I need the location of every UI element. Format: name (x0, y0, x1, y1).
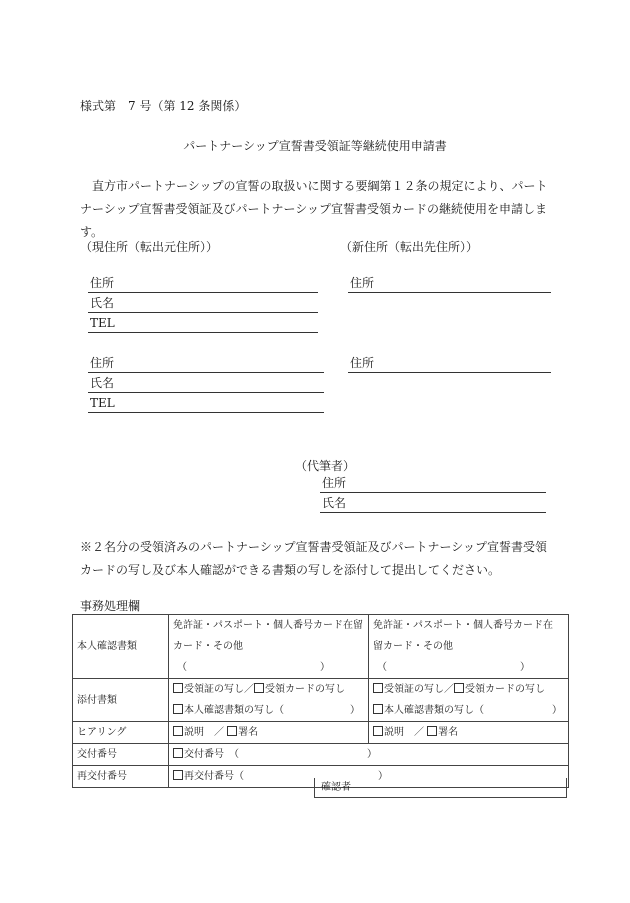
checkbox[interactable] (173, 770, 183, 780)
checkbox[interactable] (173, 748, 183, 758)
name-label: 氏名 (90, 296, 115, 310)
page-title: パートナーシップ宣誓書受領証等継続使用申請書 (183, 139, 447, 153)
person2-tel-field[interactable] (88, 395, 324, 413)
proxy-address-field[interactable] (320, 475, 546, 493)
issue-number-label: 交付番号 (73, 744, 169, 766)
person1-name-field[interactable] (88, 295, 318, 313)
attachments-cell-1[interactable]: 受領証の写し／ 受領カードの写し 本人確認書類の写し（ ） (169, 679, 369, 722)
checkbox[interactable] (427, 726, 437, 736)
confirmer-label: 確認者 (321, 782, 351, 793)
form-number: 様式第 7 号（第 12 条関係） (80, 99, 247, 113)
confirmer-field[interactable] (314, 778, 567, 798)
person2-name-field[interactable] (88, 375, 324, 393)
checkbox[interactable] (173, 704, 183, 714)
proxy-label: （代筆者） (295, 459, 356, 473)
tel-label: TEL (90, 396, 115, 410)
checkbox[interactable] (373, 683, 383, 693)
issue-number-cell[interactable]: 交付番号 （ ） (169, 744, 569, 766)
address-label: 住所 (350, 356, 375, 370)
id-docs-paren: （ ） (177, 662, 330, 673)
person1-new-address-field[interactable] (348, 275, 551, 293)
id-docs-label: 本人確認書類 (73, 615, 169, 679)
table-row (73, 679, 569, 722)
proxy-name-field[interactable] (320, 495, 546, 513)
submission-note: ※２名分の受領済みのパートナーシップ宣誓書受領証及びパートナーシップ宣誓書受領カードの写し及び本人確認ができる書類の写しを添付して提出してください。 (80, 540, 548, 577)
id-docs-text: カード・その他 (173, 641, 243, 652)
checkbox[interactable] (373, 704, 383, 714)
hearing-cell-1[interactable]: 説明 ／ 署名 (169, 722, 369, 744)
body-text: 直方市パートナーシップの宣誓の取扱いに関する要綱第１２条の規定により、パートナーシップ宣誓書受領証及びパートナーシップ宣誓書受領カードの継続使用を申請します。 (80, 179, 548, 239)
checkbox[interactable] (373, 726, 383, 736)
office-use-table (72, 614, 569, 788)
address-label: 住所 (322, 476, 347, 490)
hearing-label: ヒアリング (73, 722, 169, 744)
checkbox[interactable] (173, 726, 183, 736)
id-docs-text: 留カード・その他 (373, 641, 453, 652)
reissue-number-cell[interactable]: 再交付番号（ ） (169, 766, 569, 788)
person2-current-address-field[interactable] (88, 355, 324, 373)
id-docs-cell-2[interactable] (369, 615, 569, 679)
person1-tel-field[interactable] (88, 315, 318, 333)
address-label: 住所 (90, 356, 115, 370)
office-use-label: 事務処理欄 (80, 599, 141, 613)
address-label: 住所 (90, 276, 115, 290)
checkbox[interactable] (254, 683, 264, 693)
checkbox[interactable] (227, 726, 237, 736)
attachments-cell-2[interactable]: 受領証の写し／ 受領カードの写し 本人確認書類の写し（ ） (369, 679, 569, 722)
name-label: 氏名 (90, 376, 115, 390)
hearing-cell-2[interactable]: 説明 ／ 署名 (369, 722, 569, 744)
table-row (73, 744, 569, 766)
address-label: 住所 (350, 276, 375, 290)
new-address-label: （新住所（転出先住所）） (340, 240, 479, 254)
id-docs-cell-1[interactable] (169, 615, 369, 679)
person2-new-address-field[interactable] (348, 355, 551, 373)
id-docs-text: 免許証・パスポート・個人番号カード在留 (173, 620, 363, 631)
table-row (73, 615, 569, 679)
attachments-label: 添付書類 (73, 679, 169, 722)
table-row (73, 722, 569, 744)
checkbox[interactable] (173, 683, 183, 693)
reissue-number-label: 再交付番号 (73, 766, 169, 788)
tel-label: TEL (90, 316, 115, 330)
checkbox[interactable] (454, 683, 464, 693)
current-address-label: （現住所（転出元住所）） (80, 240, 219, 254)
id-docs-paren: （ ） (377, 662, 530, 673)
id-docs-text: 免許証・パスポート・個人番号カード在 (373, 620, 553, 631)
name-label: 氏名 (322, 496, 347, 510)
person1-current-address-field[interactable] (88, 275, 318, 293)
